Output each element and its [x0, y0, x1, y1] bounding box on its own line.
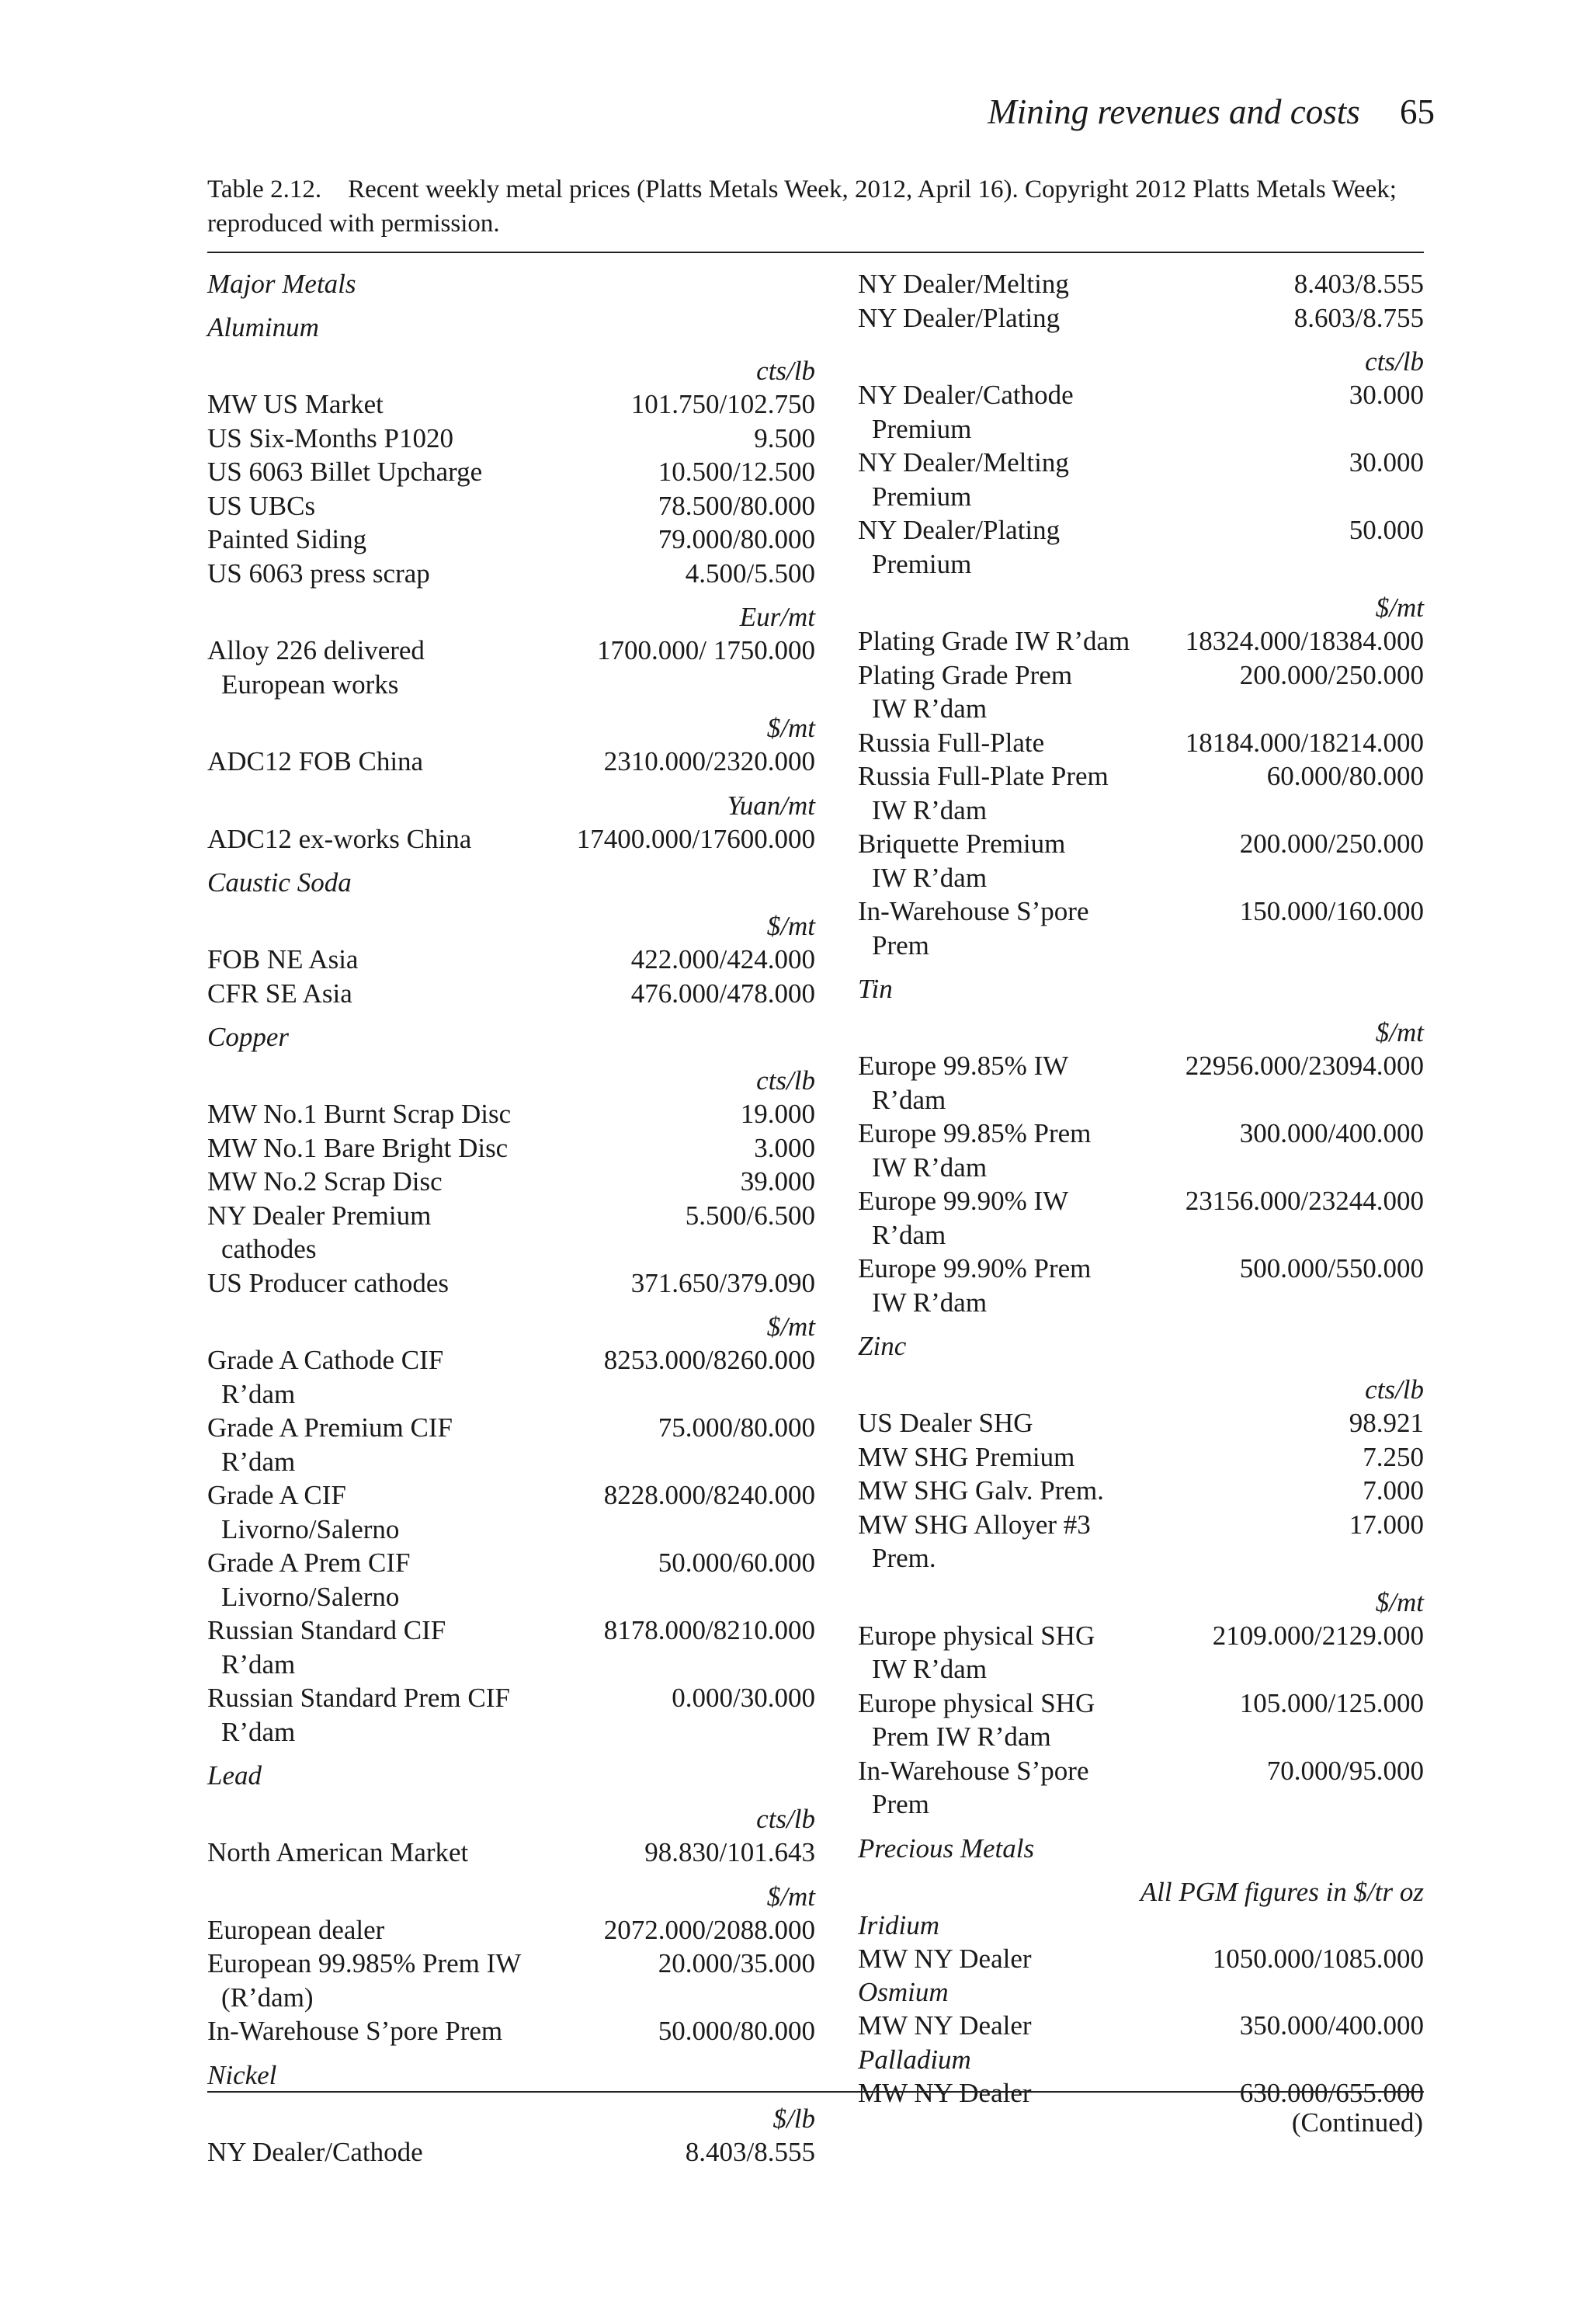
table-row: [207, 2014, 815, 2048]
metal-name-continuation: R’dam: [221, 1716, 296, 1747]
price-value: 4.500/5.500: [685, 558, 815, 589]
metal-name-line: US 6063 Billet Upcharge: [207, 457, 483, 487]
metal-name: [207, 422, 740, 456]
table-row: [858, 1406, 1424, 1440]
price-value: 200.000/250.000: [1239, 829, 1424, 859]
metal-name: [207, 1343, 590, 1411]
table-row: [858, 1474, 1424, 1508]
metal-name: [207, 523, 644, 557]
metal-name-continuation: Prem.: [872, 1543, 936, 1573]
section-heading: Tin: [858, 974, 893, 1004]
metal-name-line: Russia Full-Plate Prem: [858, 761, 1109, 791]
metal-name-line: In-Warehouse S’pore Prem: [207, 2016, 503, 2046]
price-value: 630.000/655.000: [1239, 2077, 1424, 2108]
metal-name-line: ADC12 FOB China: [207, 746, 424, 776]
table-row: [858, 726, 1424, 760]
table-row: [858, 378, 1424, 446]
section-heading: Precious Metals: [858, 1832, 1035, 1864]
table-row: [858, 2076, 1424, 2110]
metal-name-line: NY Dealer Premium: [207, 1200, 432, 1231]
metal-name: [858, 827, 1226, 895]
unit-label: Yuan/mt: [727, 790, 815, 821]
metal-name-continuation: Prem IW R’dam: [872, 1721, 1051, 1752]
table-row: [207, 455, 815, 489]
metal-name-line: In-Warehouse S’pore: [858, 896, 1089, 926]
metal-name: [207, 1131, 740, 1165]
metal-name: [207, 1199, 672, 1266]
metal-name: [858, 513, 1335, 581]
table-row: [858, 1754, 1424, 1822]
metal-name-line: MW US Market: [207, 389, 384, 419]
price-value: 8228.000/8240.000: [603, 1480, 815, 1510]
price-value: 3.000: [754, 1132, 815, 1163]
metal-name-continuation: R’dam: [221, 1446, 296, 1477]
table-row: [207, 1546, 815, 1614]
price-value: 8178.000/8210.000: [603, 1615, 815, 1645]
metal-name-line: Painted Siding: [207, 524, 367, 554]
price-value: 1700.000/ 1750.000: [597, 635, 815, 665]
price-value: 8253.000/8260.000: [603, 1345, 815, 1375]
metal-name-line: Europe 99.85% Prem: [858, 1118, 1092, 1148]
metal-name-continuation: IW R’dam: [872, 1287, 988, 1318]
price-value: 350.000/400.000: [1239, 2010, 1424, 2041]
table-row: [207, 1165, 815, 1199]
unit-label: $/mt: [1375, 1586, 1424, 1617]
table-row: [858, 2009, 1424, 2043]
table-row: [858, 1942, 1424, 1976]
unit-label: $/mt: [1375, 1017, 1424, 1047]
table-left-column: [207, 267, 815, 2169]
price-value: 75.000/80.000: [658, 1412, 815, 1443]
price-value: 1050.000/1085.000: [1212, 1943, 1424, 1974]
metal-name-line: Russian Standard CIF: [207, 1615, 446, 1645]
metal-name: [858, 759, 1253, 827]
table-row: [858, 1440, 1424, 1475]
price-value: 22956.000/23094.000: [1185, 1051, 1424, 1081]
price-value: 50.000/60.000: [658, 1548, 815, 1578]
section-heading: Palladium: [858, 2044, 971, 2075]
metal-name: [858, 2076, 1226, 2110]
price-value: 79.000/80.000: [658, 524, 815, 554]
metal-name-line: Europe 99.85% IW: [858, 1051, 1069, 1081]
metal-name: [858, 1508, 1335, 1575]
section-heading: Lead: [207, 1760, 262, 1791]
table-row: [207, 1199, 815, 1266]
metal-name-line: FOB NE Asia: [207, 944, 359, 974]
price-value: 8.403/8.555: [1293, 269, 1424, 299]
section-heading: Osmium: [858, 1977, 949, 2007]
table-row: [207, 387, 815, 422]
table-row: [207, 1478, 815, 1546]
metal-name-line: NY Dealer/Plating: [858, 302, 1061, 333]
price-value: 422.000/424.000: [630, 944, 815, 974]
table-row: [207, 1913, 815, 1947]
running-title: Mining revenues and costs: [988, 92, 1360, 131]
metal-name-line: Plating Grade IW R’dam: [858, 626, 1130, 656]
metal-name: [858, 1619, 1199, 1687]
metal-name-line: European dealer: [207, 1914, 385, 1945]
metal-name: [207, 2135, 672, 2169]
metal-name: [858, 726, 1172, 760]
table-row: [207, 1947, 815, 2014]
metal-name: [858, 1184, 1172, 1252]
price-value: 17400.000/17600.000: [576, 823, 815, 854]
unit-label: $/mt: [1375, 592, 1424, 623]
table-row: [858, 624, 1424, 658]
metal-name-line: In-Warehouse S’pore: [858, 1755, 1089, 1786]
table-row: [207, 1131, 815, 1165]
metal-name: [207, 1478, 590, 1546]
table-row: [858, 895, 1424, 962]
unit-label: cts/lb: [1365, 346, 1424, 377]
page-number: 65: [1400, 92, 1435, 131]
section-heading: Major Metals: [207, 269, 356, 299]
metal-name: [207, 977, 617, 1011]
table-row: [207, 634, 815, 701]
price-value: 18324.000/18384.000: [1185, 626, 1424, 656]
price-value: 371.650/379.090: [630, 1267, 815, 1298]
price-value: 39.000: [740, 1166, 815, 1197]
metal-name-continuation: IW R’dam: [872, 1654, 988, 1684]
metal-name-line: Plating Grade Prem: [858, 659, 1073, 690]
price-value: 2072.000/2088.000: [603, 1914, 815, 1945]
unit-label: $/mt: [766, 713, 815, 743]
metal-name: [858, 2009, 1226, 2043]
metal-name-continuation: R’dam: [872, 1084, 946, 1115]
table-row: [207, 977, 815, 1011]
metal-name: [858, 624, 1172, 658]
metal-name-line: European 99.985% Prem IW: [207, 1948, 522, 1978]
unit-label: $/lb: [772, 2103, 815, 2134]
metal-name-continuation: Prem: [872, 929, 929, 961]
unit-label: All PGM figures in $/tr oz: [1140, 1876, 1424, 1907]
metal-name-line: NY Dealer/Plating: [858, 515, 1061, 545]
price-value: 19.000: [740, 1099, 815, 1129]
table-row: [858, 1508, 1424, 1575]
metal-name-line: Grade A CIF: [207, 1480, 346, 1510]
table-row: [858, 267, 1424, 301]
table-row: [858, 1252, 1424, 1319]
metal-name-line: Europe physical SHG: [858, 1620, 1095, 1651]
metal-name: [858, 1942, 1199, 1976]
metal-name-line: North American Market: [207, 1837, 469, 1867]
price-value: 50.000: [1349, 515, 1424, 545]
table-row: [207, 1836, 815, 1870]
price-value: 200.000/250.000: [1239, 659, 1424, 690]
metal-name-line: MW NY Dealer: [858, 2077, 1032, 2108]
price-value: 101.750/102.750: [630, 389, 815, 419]
price-value: 8.603/8.755: [1293, 302, 1424, 333]
table-caption: [207, 172, 1426, 241]
section-heading: Zinc: [858, 1331, 907, 1361]
unit-label: $/mt: [766, 1311, 815, 1342]
price-value: 20.000/35.000: [658, 1948, 815, 1978]
metal-name: [207, 1913, 590, 1947]
metal-name-continuation: cathodes: [221, 1234, 317, 1264]
metal-name-line: NY Dealer/Melting: [858, 269, 1069, 299]
price-value: 2109.000/2129.000: [1212, 1620, 1424, 1651]
metal-name: [858, 895, 1226, 962]
metal-name: [207, 1836, 630, 1870]
metal-name-line: MW NY Dealer: [858, 1943, 1032, 1974]
metal-name-line: Russia Full-Plate: [858, 727, 1045, 758]
metal-name-continuation: Livorno/Salerno: [221, 1581, 400, 1612]
table-row: [858, 759, 1424, 827]
metal-name-line: MW SHG Alloyer #3: [858, 1509, 1091, 1540]
metal-name-continuation: (R’dam): [221, 1982, 314, 2013]
metal-name-continuation: Premium: [872, 413, 972, 444]
price-value: 30.000: [1349, 447, 1424, 478]
metal-name-continuation: R’dam: [872, 1219, 946, 1250]
price-value: 98.830/101.643: [644, 1837, 815, 1867]
metal-name: [207, 1266, 617, 1301]
section-heading: Caustic Soda: [207, 867, 352, 898]
unit-label: cts/lb: [756, 1065, 815, 1096]
metal-name-line: Europe 99.90% Prem: [858, 1253, 1092, 1284]
table-number: Table 2.12.: [207, 175, 322, 203]
table-row: [207, 1266, 815, 1301]
metal-name: [207, 822, 563, 856]
metal-name-line: Grade A Cathode CIF: [207, 1345, 444, 1375]
metal-name: [207, 455, 644, 489]
price-value: 2310.000/2320.000: [603, 746, 815, 776]
metal-name: [207, 1947, 644, 2014]
metal-name-continuation: IW R’dam: [872, 1152, 988, 1183]
table-row: [207, 1097, 815, 1131]
price-value: 17.000: [1349, 1509, 1424, 1540]
price-value: 23156.000/23244.000: [1185, 1186, 1424, 1216]
continued-note: (Continued): [1291, 2107, 1423, 2138]
metal-name-continuation: Prem: [872, 1789, 929, 1819]
metal-name-line: Alloy 226 delivered: [207, 635, 425, 665]
metal-name-continuation: IW R’dam: [872, 794, 988, 825]
unit-label: $/mt: [766, 911, 815, 941]
metal-name-line: US Six-Months P1020: [207, 422, 454, 453]
metal-name-line: Europe physical SHG: [858, 1687, 1095, 1718]
price-value: 7.250: [1363, 1441, 1424, 1472]
table-row: [858, 446, 1424, 513]
table-row: [858, 658, 1424, 726]
metal-name-continuation: Premium: [872, 481, 972, 512]
table-row: [207, 489, 815, 523]
metal-name: [207, 1681, 658, 1749]
table-row: [858, 1184, 1424, 1252]
price-value: 50.000/80.000: [658, 2016, 815, 2046]
unit-label: cts/lb: [756, 356, 815, 386]
metal-name-line: MW SHG Galv. Prem.: [858, 1475, 1104, 1506]
metal-name-continuation: R’dam: [221, 1648, 296, 1680]
metal-name-line: US UBCs: [207, 490, 316, 521]
table-row: [207, 1614, 815, 1681]
metal-name-line: Europe 99.90% IW: [858, 1186, 1069, 1216]
table-row: [858, 1049, 1424, 1117]
table-row: [207, 422, 815, 456]
metal-name: [207, 943, 617, 977]
section-heading: Copper: [207, 1022, 289, 1052]
metal-name: [858, 301, 1280, 335]
metal-name: [858, 1406, 1335, 1440]
price-value: 18184.000/18214.000: [1185, 727, 1424, 758]
metal-name-continuation: R’dam: [221, 1378, 296, 1409]
table-row: [207, 1681, 815, 1749]
metal-name-line: Grade A Premium CIF: [207, 1412, 453, 1443]
metal-name: [207, 745, 590, 779]
table-row: [207, 1411, 815, 1478]
section-heading: Iridium: [858, 1909, 939, 1940]
metal-name: [858, 1440, 1349, 1475]
metal-name-line: Russian Standard Prem CIF: [207, 1683, 510, 1713]
metal-name: [207, 2014, 644, 2048]
metal-name-line: Grade A Prem CIF: [207, 1548, 411, 1578]
price-value: 60.000/80.000: [1266, 761, 1424, 791]
price-value: 70.000/95.000: [1266, 1755, 1424, 1786]
price-value: 9.500: [754, 422, 815, 453]
caption-text: Recent weekly metal prices (Platts Metals Week, 2012, April 16). Copyright 2012 Platts Metals Week; reproduced with permission.: [207, 175, 1397, 238]
metal-name: [207, 634, 583, 701]
price-value: 10.500/12.500: [658, 457, 815, 487]
metal-name-continuation: Livorno/Salerno: [221, 1513, 400, 1544]
page-header: [988, 92, 1435, 132]
table-row: [858, 301, 1424, 335]
metal-name: [858, 1687, 1226, 1754]
unit-label: cts/lb: [1365, 1374, 1424, 1405]
metal-name: [858, 1252, 1226, 1319]
metal-name: [858, 446, 1335, 513]
metal-name-line: MW No.1 Burnt Scrap Disc: [207, 1099, 512, 1129]
price-value: 7.000: [1363, 1475, 1424, 1506]
table-row: [207, 523, 815, 557]
metal-name-continuation: Premium: [872, 548, 972, 579]
metal-name-line: NY Dealer/Cathode: [207, 2136, 423, 2167]
table-row: [207, 943, 815, 977]
metal-name-continuation: IW R’dam: [872, 862, 988, 893]
metal-name: [858, 378, 1335, 446]
table-row: [858, 1619, 1424, 1687]
table-bottom-rule: [207, 2091, 1424, 2093]
price-value: 150.000/160.000: [1239, 896, 1424, 926]
metal-name: [207, 489, 644, 523]
price-value: 8.403/8.555: [685, 2136, 815, 2167]
metal-name-line: ADC12 ex-works China: [207, 823, 472, 854]
metal-name: [207, 1165, 727, 1199]
price-value: 476.000/478.000: [630, 978, 815, 1009]
section-heading: Nickel: [207, 2059, 277, 2090]
section-heading: Aluminum: [207, 312, 319, 342]
metal-name: [207, 1097, 727, 1131]
metal-name: [207, 1614, 590, 1681]
metal-name-continuation: IW R’dam: [872, 693, 988, 724]
price-value: 78.500/80.000: [658, 490, 815, 521]
metal-name: [858, 1117, 1226, 1184]
metal-name-line: MW NY Dealer: [858, 2010, 1032, 2041]
metal-name-line: NY Dealer/Melting: [858, 447, 1069, 478]
metal-name: [858, 658, 1226, 726]
table-row: [207, 745, 815, 779]
table-top-rule: [207, 252, 1424, 253]
unit-label: cts/lb: [756, 1804, 815, 1834]
metal-name-line: Briquette Premium: [858, 829, 1066, 859]
metal-name-line: MW No.2 Scrap Disc: [207, 1166, 443, 1197]
metal-name-line: CFR SE Asia: [207, 978, 352, 1009]
metal-name: [207, 557, 672, 591]
table-row: [858, 1117, 1424, 1184]
metal-name-continuation: European works: [221, 669, 399, 700]
metal-name: [858, 1474, 1349, 1508]
metal-name: [858, 1754, 1253, 1822]
metal-name: [858, 1049, 1172, 1117]
metal-name-line: US 6063 press scrap: [207, 558, 430, 589]
price-value: 300.000/400.000: [1239, 1118, 1424, 1148]
metal-name-line: NY Dealer/Cathode: [858, 380, 1074, 410]
table-row: [207, 822, 815, 856]
price-value: 105.000/125.000: [1239, 1687, 1424, 1718]
price-value: 98.921: [1349, 1408, 1424, 1438]
price-value: 30.000: [1349, 380, 1424, 410]
unit-label: Eur/mt: [739, 602, 815, 632]
table-row: [207, 2135, 815, 2169]
metal-name-line: US Producer cathodes: [207, 1267, 450, 1298]
metal-name-line: MW SHG Premium: [858, 1441, 1075, 1472]
table-right-column: [858, 267, 1424, 2110]
metal-name: [858, 267, 1280, 301]
price-value: 5.500/6.500: [685, 1200, 815, 1231]
price-value: 500.000/550.000: [1239, 1253, 1424, 1284]
metal-name: [207, 1411, 644, 1478]
table-row: [858, 513, 1424, 581]
table-row: [858, 1687, 1424, 1754]
table-row: [207, 557, 815, 591]
unit-label: $/mt: [766, 1881, 815, 1912]
metal-name: [207, 1546, 644, 1614]
table-row: [858, 827, 1424, 895]
price-value: 0.000/30.000: [672, 1683, 815, 1713]
metal-name: [207, 387, 617, 422]
table-row: [207, 1343, 815, 1411]
metal-name-line: MW No.1 Bare Bright Disc: [207, 1132, 509, 1163]
metal-name-line: US Dealer SHG: [858, 1408, 1033, 1438]
